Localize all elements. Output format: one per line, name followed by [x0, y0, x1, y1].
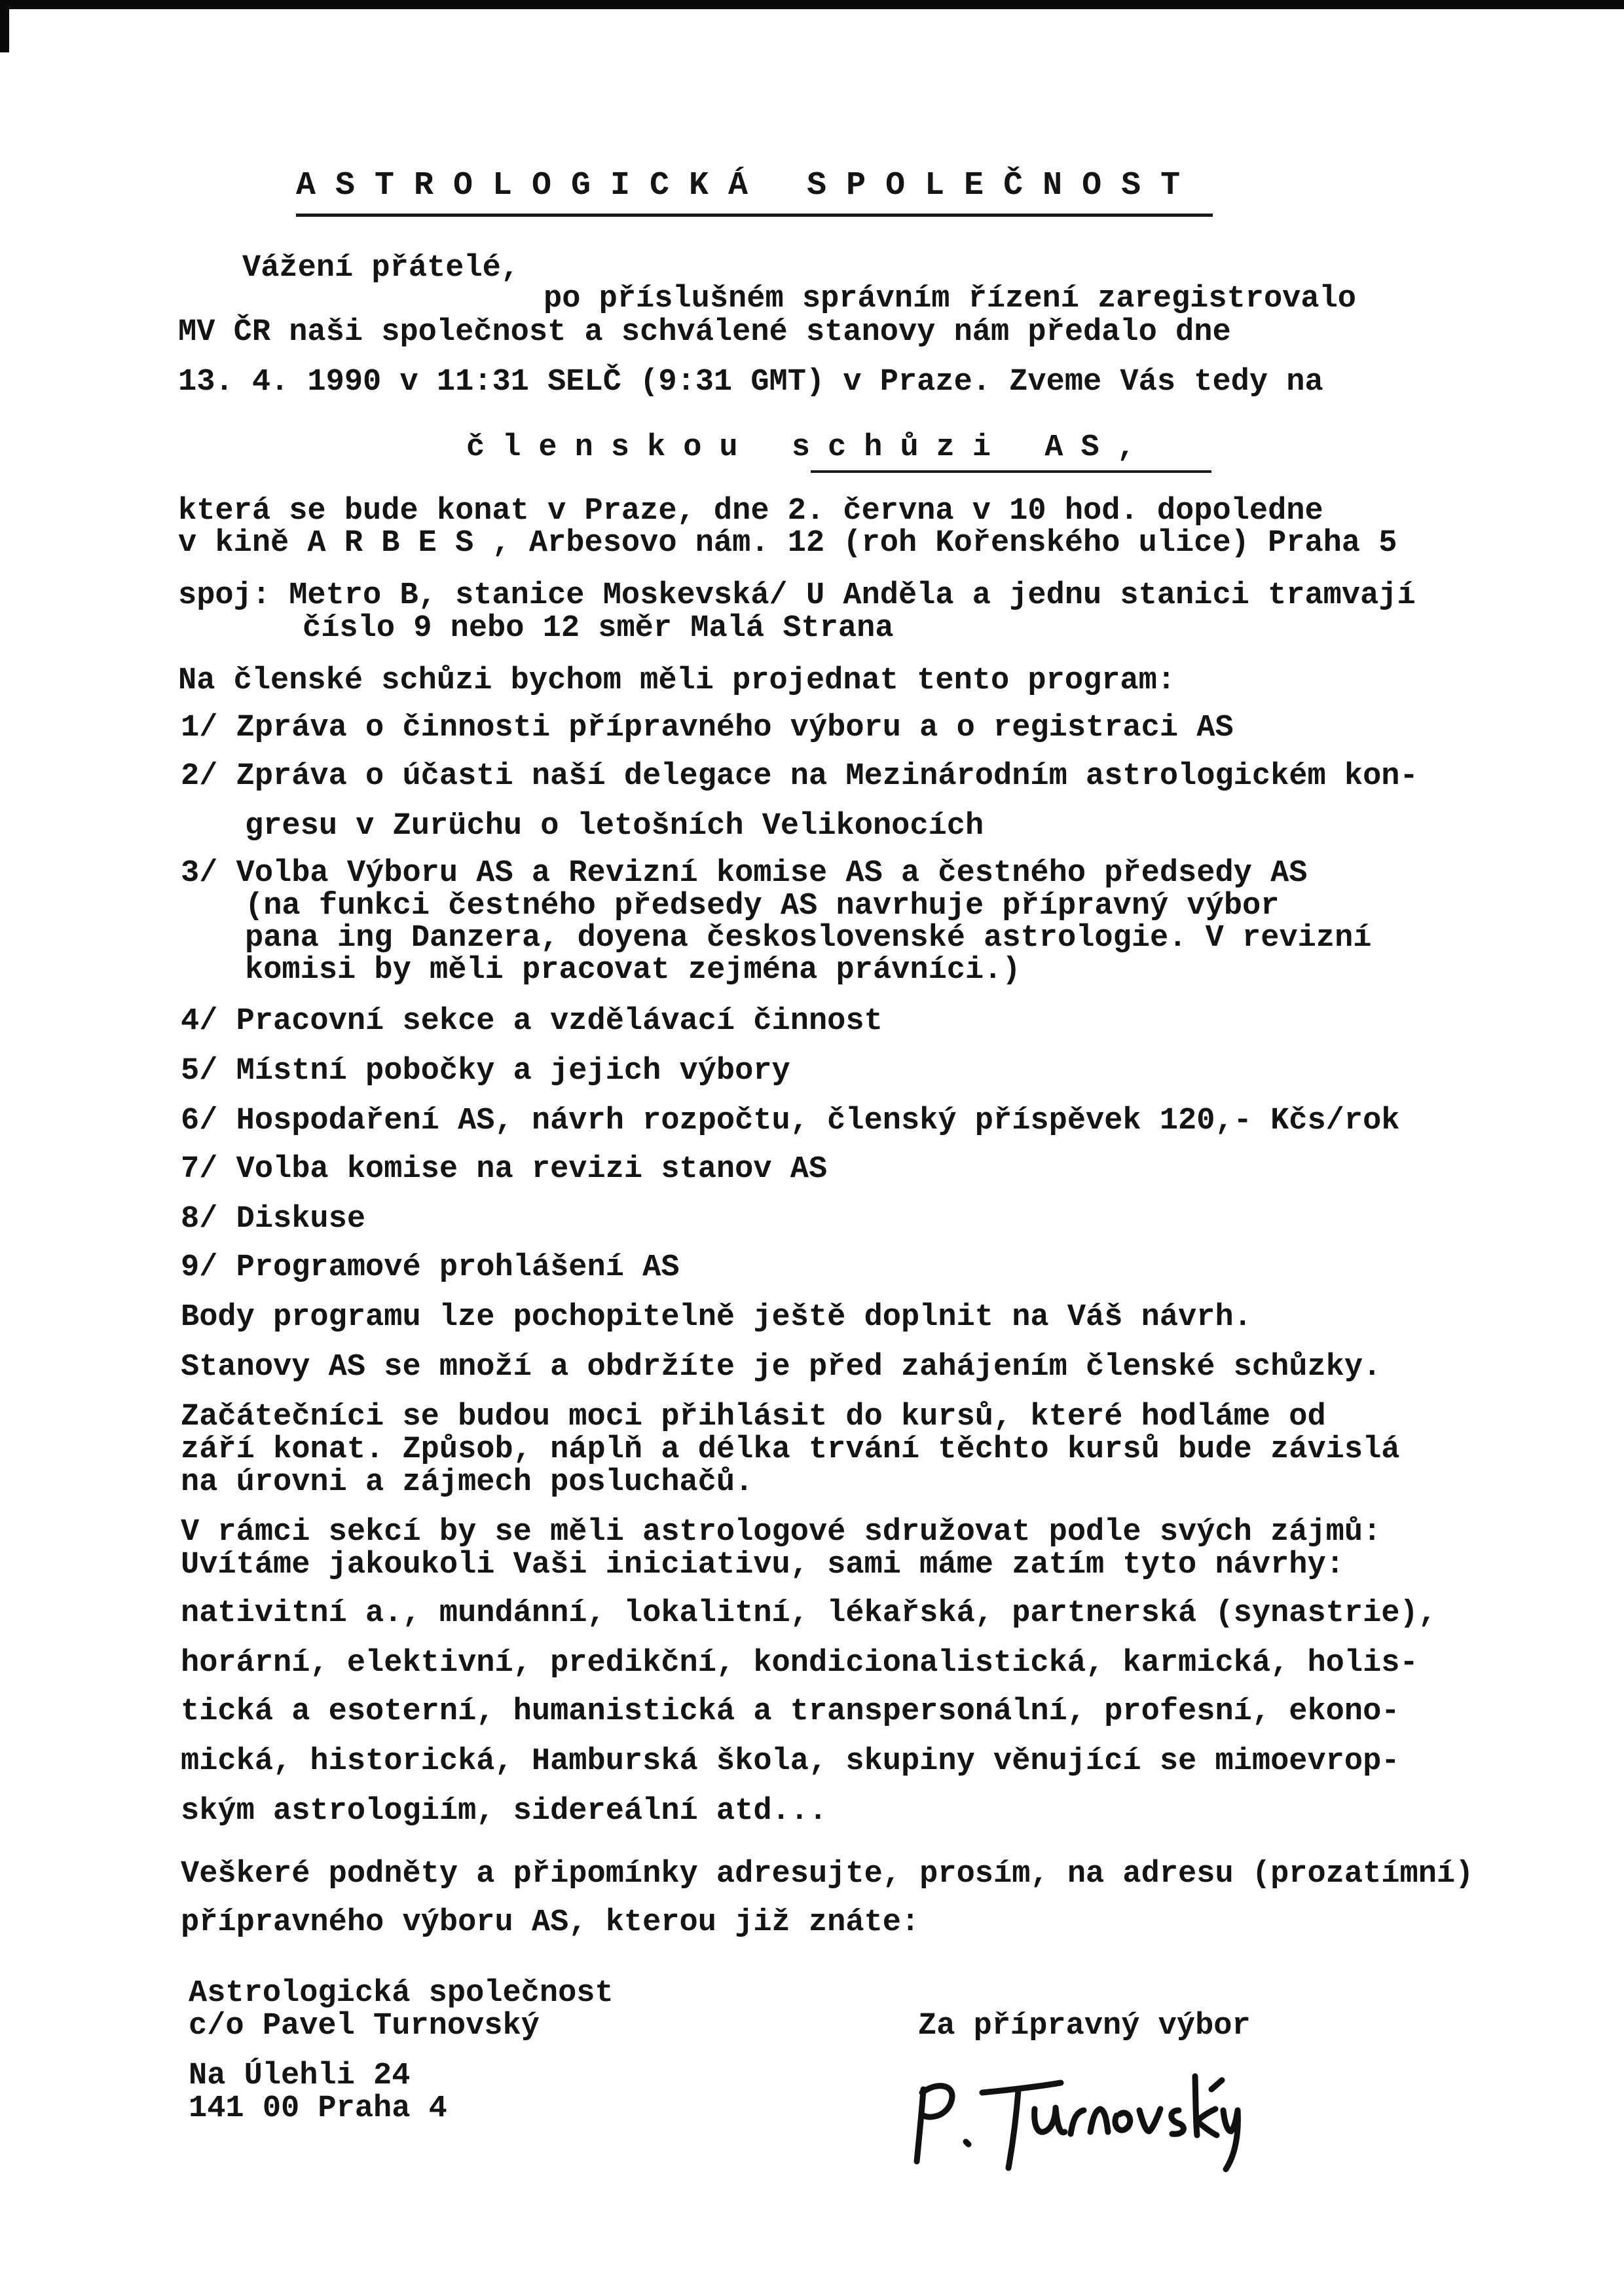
intro-line-2: MV ČR naši společnost a schválené stanovy nám předalo dne — [178, 315, 1231, 350]
sections-2: Uvítáme jakoukoli Vaši iniciativu, sami máme zatím tyto návrhy: — [181, 1548, 1344, 1582]
letter-title: ASTROLOGICKÁ SPOLEČNOST — [296, 167, 1200, 204]
address-line-4: 141 00 Praha 4 — [189, 2091, 447, 2126]
courses-2: září konat. Způsob, náplň a délka trvání těchto kursů bude závislá — [181, 1432, 1400, 1467]
sections-1: V rámci sekcí by se měli astrologové sdružovat podle svých zájmů: — [181, 1515, 1382, 1550]
courses-3: na úrovni a zájmech posluchačů. — [181, 1465, 754, 1500]
transport-1: spoj: Metro B, stanice Moskevská/ U Anděla a jednu stanici tramvají — [178, 578, 1416, 613]
program-item-3-note-1: (na funkci čestného předsedy AS navrhuje přípravný výbor — [245, 889, 1280, 924]
sections-4: horární, elektivní, predikční, kondicionalistická, karmická, holis- — [181, 1646, 1418, 1681]
program-item-5: 5/ Místní pobočky a jejich výbory — [181, 1054, 790, 1089]
meeting-info-2: v kině A R B E S , Arbesovo nám. 12 (roh Kořenského ulice) Praha 5 — [178, 526, 1397, 561]
closing-2: přípravného výboru AS, kterou již znáte: — [181, 1905, 920, 1940]
sections-3: nativitní a., mundánní, lokalitní, lékařská, partnerská (synastrie), — [181, 1596, 1437, 1631]
program-item-6: 6/ Hospodaření AS, návrh rozpočtu, členský příspěvek 120,- Kčs/rok — [181, 1104, 1400, 1138]
meeting-info-1: která se bude konat v Praze, dne 2. června v 10 hod. dopoledne — [178, 494, 1323, 529]
courses-1: Začátečníci se budou moci přihlásit do kursů, které hodláme od — [181, 1400, 1326, 1434]
transport-2: číslo 9 nebo 12 směr Malá Strana — [303, 611, 894, 646]
sections-7: ským astrologiím, sidereální atd... — [181, 1794, 828, 1829]
note-2: Stanovy AS se množí a obdržíte je před zahájením členské schůzky. — [181, 1350, 1382, 1385]
intro-line-3: 13. 4. 1990 v 11:31 SELČ (9:31 GMT) v Praze. Zveme Vás tedy na — [178, 365, 1323, 400]
address-line-3: Na Úlehli 24 — [189, 2059, 411, 2093]
title-underline — [296, 214, 1213, 217]
sections-6: mická, historická, Hamburská škola, skupiny věnující se mimoevrop- — [181, 1744, 1400, 1779]
program-item-2: 2/ Zpráva o účasti naší delegace na Mezinárodním astrologickém kon- — [181, 759, 1418, 794]
scan-top-edge — [0, 0, 1624, 12]
greeting: Vážení přátelé, — [242, 251, 520, 286]
program-item-7: 7/ Volba komise na revizi stanov AS — [181, 1152, 828, 1187]
address-line-2: c/o Pavel Turnovský — [189, 2009, 540, 2043]
meeting-heading: členskou schůzi AS, — [466, 430, 1153, 465]
meeting-heading-underline — [811, 470, 1211, 473]
program-item-3: 3/ Volba Výboru AS a Revizní komise AS a čestného předsedy AS — [181, 856, 1308, 891]
program-item-1: 1/ Zpráva o činnosti přípravného výboru a o registraci AS — [181, 711, 1234, 745]
handwritten-signature — [904, 2063, 1244, 2174]
program-intro: Na členské schůzi bychom měli projednat tento program: — [178, 663, 1176, 698]
sign-label: Za přípravný výbor — [918, 2009, 1251, 2043]
program-item-3-note-2: pana ing Danzera, doyena československé astrologie. V revizní — [245, 921, 1372, 956]
address-line-1: Astrologická společnost — [189, 1976, 614, 2011]
scan-corner-edge — [0, 0, 9, 52]
sections-5: tická a esoterní, humanistická a transpersonální, profesní, ekono- — [181, 1694, 1400, 1729]
intro-line-1: po příslušném správním řízení zaregistrovalo — [544, 282, 1357, 316]
closing-1: Veškeré podněty a připomínky adresujte, prosím, na adresu (prozatímní) — [181, 1857, 1474, 1892]
note-1: Body programu lze pochopitelně ještě doplnit na Váš návrh. — [181, 1300, 1252, 1335]
program-item-4: 4/ Pracovní sekce a vzdělávací činnost — [181, 1004, 883, 1039]
program-item-8: 8/ Diskuse — [181, 1202, 366, 1237]
program-item-2-cont: gresu v Zurüchu o letošních Velikonocích — [245, 809, 984, 844]
program-item-3-note-3: komisi by měli pracovat zejména právníci.) — [245, 953, 1021, 988]
program-item-9: 9/ Programové prohlášení AS — [181, 1250, 680, 1285]
